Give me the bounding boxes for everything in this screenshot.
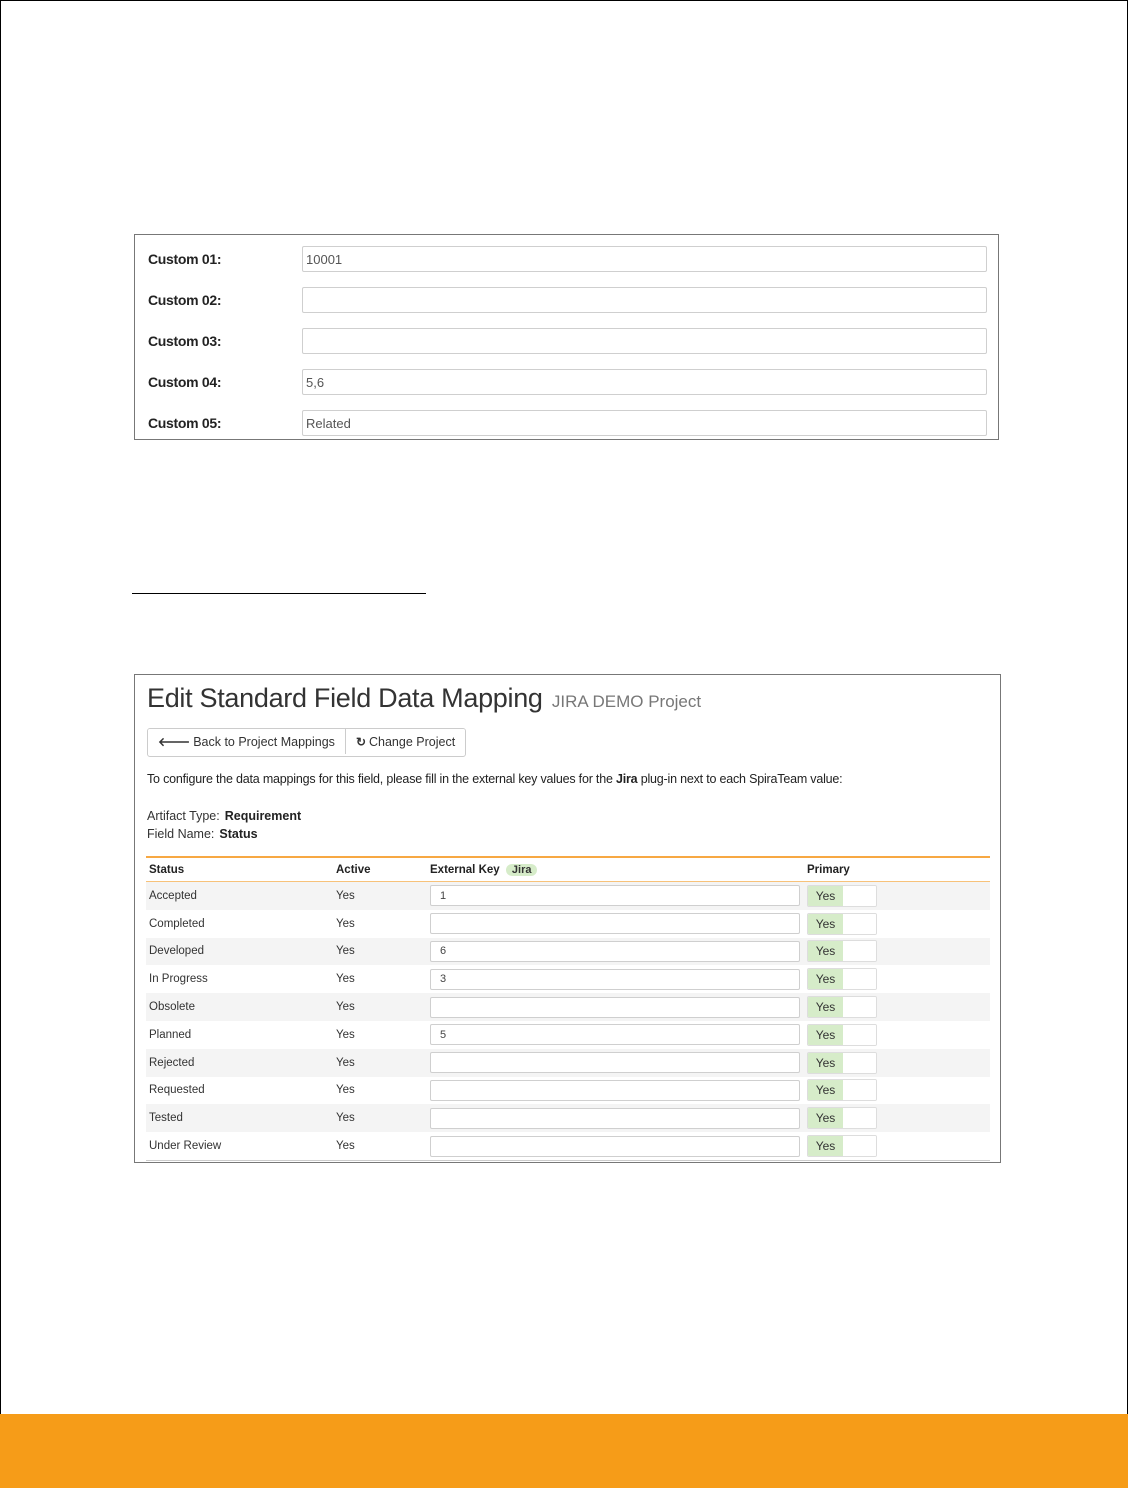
primary-toggle-label: Yes <box>808 914 843 934</box>
external-key-cell <box>427 1104 804 1132</box>
instructions-plugin-name: Jira <box>615 772 638 786</box>
primary-toggle-off <box>843 1053 876 1073</box>
active-cell: Yes <box>336 973 355 986</box>
external-key-cell <box>427 882 804 910</box>
artifact-type-label: Artifact Type: <box>147 809 220 823</box>
refresh-icon: ↻ <box>355 734 366 749</box>
external-key-input[interactable] <box>430 941 800 962</box>
footnote-separator <box>132 593 426 594</box>
custom-property-row <box>135 328 998 356</box>
status-cell: Completed <box>149 917 205 930</box>
primary-toggle-label: Yes <box>808 886 843 906</box>
active-cell: Yes <box>336 917 355 930</box>
external-key-cell <box>427 910 804 938</box>
external-key-input[interactable] <box>430 969 800 990</box>
field-name <box>147 827 258 841</box>
external-key-cell <box>427 965 804 993</box>
primary-toggle-off <box>843 969 876 989</box>
primary-cell <box>804 1104 990 1132</box>
primary-toggle-off <box>843 1080 876 1100</box>
custom-01-input[interactable] <box>302 246 987 272</box>
status-cell: In Progress <box>149 973 208 986</box>
primary-toggle-label: Yes <box>808 1025 843 1045</box>
table-row <box>146 882 990 910</box>
table-row <box>146 1021 990 1049</box>
primary-toggle[interactable] <box>807 996 877 1018</box>
artifact-type <box>147 809 301 823</box>
custom-property-row <box>135 369 998 397</box>
table-row <box>146 1049 990 1077</box>
status-cell: Requested <box>149 1084 205 1097</box>
external-key-input[interactable] <box>430 1108 800 1129</box>
column-header-primary: Primary <box>804 857 990 882</box>
primary-cell <box>804 993 990 1021</box>
primary-toggle[interactable] <box>807 968 877 990</box>
external-key-cell <box>427 1021 804 1049</box>
custom-property-label: Custom 05: <box>148 415 222 431</box>
external-key-label: External Key <box>430 863 500 876</box>
column-header-external-key <box>427 857 804 882</box>
primary-cell <box>804 882 990 910</box>
primary-toggle[interactable] <box>807 1024 877 1046</box>
external-key-cell <box>427 1049 804 1077</box>
primary-toggle-label: Yes <box>808 1053 843 1073</box>
custom-property-label: Custom 01: <box>148 251 222 267</box>
table-row <box>146 1104 990 1132</box>
instructions-after: plug-in next to each SpiraTeam value: <box>637 772 843 786</box>
custom-property-label: Custom 02: <box>148 292 222 308</box>
table-header-row <box>146 857 990 882</box>
primary-toggle[interactable] <box>807 1079 877 1101</box>
project-name: JIRA DEMO Project <box>551 692 702 711</box>
primary-toggle-off <box>843 1108 876 1128</box>
table-row <box>146 1132 990 1160</box>
primary-toggle-label: Yes <box>808 969 843 989</box>
active-cell: Yes <box>336 1028 355 1041</box>
status-cell: Under Review <box>146 1132 333 1160</box>
change-button-label: Change Project <box>369 734 456 749</box>
footer-bar <box>0 1414 1128 1488</box>
primary-cell <box>804 1049 990 1077</box>
column-header-status: Status <box>146 857 333 882</box>
external-key-input[interactable] <box>430 1024 800 1045</box>
custom-property-row <box>135 287 998 315</box>
status-cell: Developed <box>146 938 333 966</box>
field-name-value: Status <box>219 827 258 841</box>
column-header-active: Active <box>333 857 427 882</box>
active-cell: Yes <box>333 1132 427 1160</box>
active-cell: Yes <box>333 1104 427 1132</box>
table-row <box>146 965 990 993</box>
external-key-input[interactable] <box>430 885 800 906</box>
custom-property-row <box>135 410 998 438</box>
back-to-project-mappings-button[interactable] <box>148 729 345 754</box>
primary-toggle[interactable] <box>807 940 877 962</box>
primary-toggle[interactable] <box>807 1052 877 1074</box>
table-row <box>146 993 990 1021</box>
external-key-input[interactable] <box>430 997 800 1018</box>
custom-05-input[interactable] <box>302 410 987 436</box>
primary-toggle-off <box>843 1136 876 1156</box>
primary-toggle-off <box>843 886 876 906</box>
primary-toggle-label: Yes <box>808 997 843 1017</box>
primary-toggle-off <box>843 941 876 961</box>
primary-toggle-off <box>843 997 876 1017</box>
mapping-table <box>146 856 990 1161</box>
custom-property-label: Custom 04: <box>148 374 222 390</box>
primary-toggle-off <box>843 914 876 934</box>
primary-toggle-label: Yes <box>808 1108 843 1128</box>
custom-04-input[interactable] <box>302 369 987 395</box>
custom-02-input[interactable] <box>302 287 987 313</box>
table-row <box>146 910 990 938</box>
status-cell: Tested <box>146 1104 333 1132</box>
instructions-text <box>147 772 842 786</box>
field-name-label: Field Name: <box>147 827 215 841</box>
primary-cell <box>804 1132 990 1160</box>
external-key-input[interactable] <box>430 913 800 934</box>
primary-toggle-label: Yes <box>808 1136 843 1156</box>
external-key-cell <box>427 1132 804 1160</box>
external-key-input[interactable] <box>430 1136 800 1157</box>
primary-cell <box>804 910 990 938</box>
page-title <box>147 683 701 714</box>
active-cell: Yes <box>333 882 427 910</box>
page-title-text: Edit Standard Field Data Mapping <box>147 683 543 713</box>
primary-toggle-label: Yes <box>808 941 843 961</box>
back-button-label: Back to Project Mappings <box>193 734 335 749</box>
primary-toggle[interactable] <box>807 1107 877 1129</box>
table-row <box>146 938 990 966</box>
toolbar-button-group <box>147 728 466 757</box>
custom-property-row <box>135 246 998 274</box>
primary-cell <box>804 938 990 966</box>
instructions-before: To configure the data mappings for this field, please fill in the external key values for the <box>147 772 616 786</box>
external-key-input[interactable] <box>430 1052 800 1073</box>
external-key-cell <box>427 938 804 966</box>
arrow-left-icon: 🡐 <box>158 735 191 749</box>
primary-cell <box>804 965 990 993</box>
active-cell: Yes <box>336 1084 355 1097</box>
status-cell: Accepted <box>146 882 333 910</box>
primary-cell <box>804 1021 990 1049</box>
active-cell: Yes <box>333 993 427 1021</box>
status-cell: Planned <box>149 1028 192 1041</box>
external-key-cell <box>427 993 804 1021</box>
primary-toggle[interactable] <box>807 1135 877 1157</box>
primary-toggle-off <box>843 1025 876 1045</box>
table-row <box>146 1077 990 1105</box>
change-project-button[interactable] <box>345 729 465 754</box>
custom-property-label: Custom 03: <box>148 333 222 349</box>
artifact-type-value: Requirement <box>224 809 302 823</box>
active-cell: Yes <box>333 1049 427 1077</box>
field-mapping-panel <box>134 674 1001 1163</box>
external-key-input[interactable] <box>430 1080 800 1101</box>
primary-toggle[interactable] <box>807 913 877 935</box>
primary-toggle-label: Yes <box>808 1080 843 1100</box>
status-cell: Obsolete <box>146 993 333 1021</box>
jira-badge: Jira <box>506 864 538 876</box>
custom-03-input[interactable] <box>302 328 987 354</box>
status-cell: Rejected <box>146 1049 333 1077</box>
primary-cell <box>804 1077 990 1105</box>
custom-properties-panel <box>134 234 999 440</box>
active-cell: Yes <box>333 938 427 966</box>
primary-toggle[interactable] <box>807 885 877 907</box>
external-key-cell <box>427 1077 804 1105</box>
